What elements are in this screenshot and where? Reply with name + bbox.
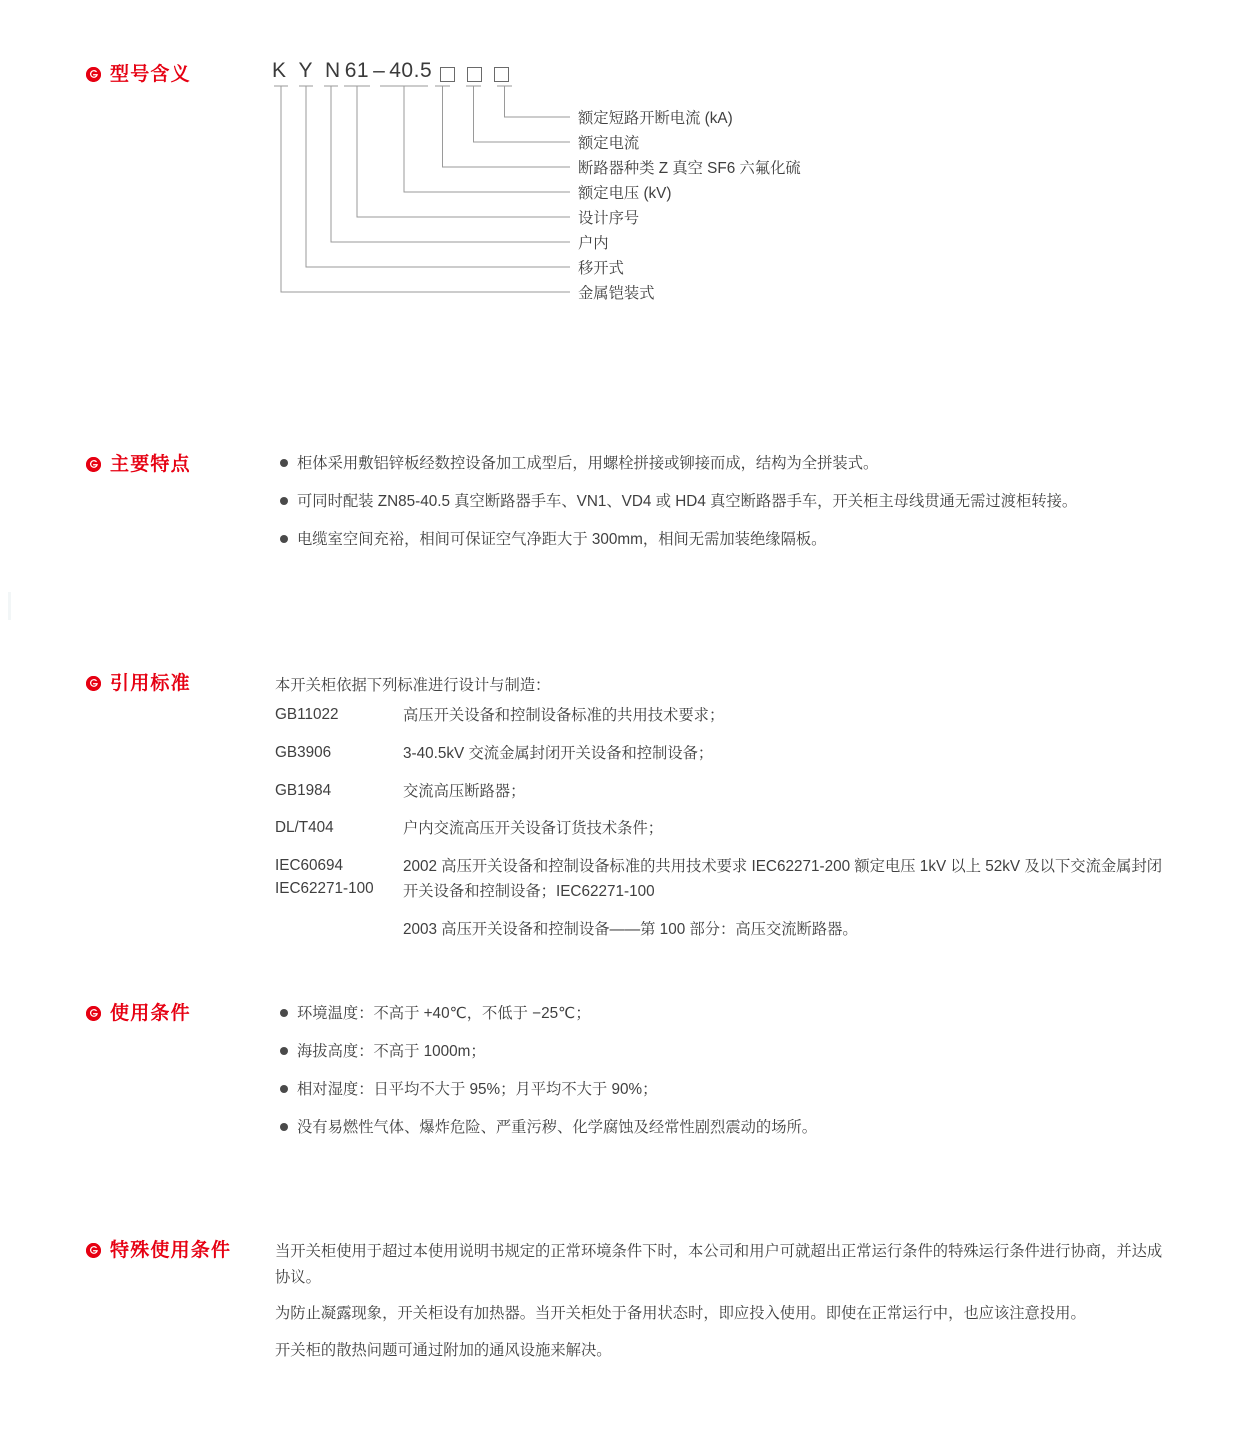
special-paragraph-0: 当开关柜使用于超过本使用说明书规定的正常环境条件下时，本公司和用户可就超出正常运行条件的特殊运行条件进行协商，并达成协议。 bbox=[275, 1243, 1163, 1286]
bullet-marker-icon bbox=[86, 1243, 101, 1258]
bullet-dot-icon bbox=[280, 1123, 288, 1131]
standard-desc-5: 2003 高压开关设备和控制设备——第 100 部分：高压交流断路器。 bbox=[403, 920, 858, 938]
list-item bbox=[280, 1003, 817, 1026]
model-label-7: 金属铠装式 bbox=[578, 285, 655, 302]
bullet-marker-icon bbox=[86, 67, 101, 82]
section-title-conditions: 使用条件 bbox=[110, 1003, 191, 1024]
model-token-n: N bbox=[325, 59, 341, 82]
list-item bbox=[280, 529, 1077, 552]
condition-text-1: 海拔高度：不高于 1000m； bbox=[297, 1042, 486, 1060]
standard-desc-1: 3-40.5kV 交流金属封闭开关设备和控制设备； bbox=[403, 744, 714, 762]
model-label-3: 额定电压 (kV) bbox=[578, 185, 672, 202]
standard-code-2: GB1984 bbox=[275, 781, 332, 799]
condition-text-0: 环境温度：不高于 +40℃，不低于 −25℃； bbox=[297, 1005, 591, 1022]
section-title-features: 主要特点 bbox=[110, 454, 191, 475]
model-token-405: 40.5 bbox=[389, 59, 433, 82]
section-title-model: 型号含义 bbox=[110, 64, 191, 85]
model-designation-diagram bbox=[270, 60, 970, 310]
condition-text-3: 没有易燃性气体、爆炸危险、严重污秽、化学腐蚀及经常性剧烈震动的场所。 bbox=[297, 1118, 818, 1136]
bullet-dot-icon bbox=[280, 459, 288, 467]
model-label-1: 额定电流 bbox=[578, 135, 640, 152]
list-item bbox=[280, 491, 1077, 514]
feature-text-2: 电缆室空间充裕，相间可保证空气净距大于 300mm，相间无需加装绝缘隔板。 bbox=[297, 530, 827, 548]
bullet-dot-icon bbox=[280, 535, 288, 543]
table-row bbox=[275, 918, 1175, 943]
conditions-list bbox=[280, 1003, 817, 1140]
standard-desc-4: 2002 高压开关设备和控制设备标准的共用技术要求 IEC62271-200 额定电压 1kV 以上 52kV 及以下交流金属封闭开关设备和控制设备；IEC62271-100 bbox=[403, 858, 1163, 900]
feature-text-1: 可同时配装 ZN85-40.5 真空断路器手车、VN1、VD4 或 HD4 真空断路器手车，开关柜主母线贯通无需过渡柜转接。 bbox=[297, 492, 1078, 510]
table-row bbox=[275, 780, 1175, 805]
model-label-6: 移开式 bbox=[578, 260, 624, 277]
standard-desc-0: 高压开关设备和控制设备标准的共用技术要求； bbox=[403, 707, 725, 724]
special-paragraph-2: 开关柜的散热问题可通过附加的通风设施来解决。 bbox=[275, 1342, 612, 1360]
table-row bbox=[275, 704, 1175, 729]
section-title-standards: 引用标准 bbox=[110, 673, 191, 694]
bullet-dot-icon bbox=[280, 1047, 288, 1055]
section-heading-standards bbox=[86, 674, 191, 693]
standard-code-4 bbox=[275, 855, 403, 901]
list-item bbox=[280, 1079, 817, 1102]
special-conditions-body bbox=[275, 1239, 1165, 1364]
model-label-0: 额定短路开断电流 (kA) bbox=[578, 110, 733, 127]
standard-code-0: GB11022 bbox=[275, 706, 339, 723]
list-item bbox=[280, 1117, 817, 1140]
standard-desc-3: 户内交流高压开关设备订货技术条件； bbox=[403, 820, 664, 838]
standard-code-4-line1: IEC60694 bbox=[275, 857, 344, 875]
table-row bbox=[275, 742, 1175, 767]
list-item bbox=[280, 453, 1077, 476]
standard-code-3: DL/T404 bbox=[275, 819, 334, 837]
special-paragraph-1: 为防止凝露现象，开关柜设有加热器。当开关柜处于备用状态时，即应投入使用。即使在正常运行中，也应该注意投用。 bbox=[275, 1305, 1086, 1323]
model-token-61: 61 bbox=[344, 59, 370, 82]
model-token-dash: – bbox=[373, 59, 386, 82]
section-heading-special bbox=[86, 1241, 231, 1260]
model-label-4: 设计序号 bbox=[578, 210, 640, 227]
section-title-special: 特殊使用条件 bbox=[110, 1240, 232, 1261]
list-item bbox=[280, 1041, 817, 1064]
model-token-k: K bbox=[272, 59, 287, 82]
model-label-2: 断路器种类 Z 真空 SF6 六氟化硫 bbox=[578, 160, 801, 177]
standards-table bbox=[275, 704, 1175, 955]
standards-intro: 本开关柜依据下列标准进行设计与制造： bbox=[275, 677, 551, 694]
bullet-marker-icon bbox=[86, 1006, 101, 1021]
table-row bbox=[275, 817, 1175, 842]
table-row bbox=[275, 855, 1175, 905]
standard-code-1: GB3906 bbox=[275, 743, 332, 761]
bullet-marker-icon bbox=[86, 676, 101, 691]
standard-code-4-line2: IEC62271-100 bbox=[275, 880, 374, 897]
features-list bbox=[280, 453, 1077, 552]
section-heading-model bbox=[86, 65, 191, 84]
bullet-dot-icon bbox=[280, 497, 288, 505]
condition-text-2: 相对湿度：日平均不大于 95%；月平均不大于 90%； bbox=[297, 1080, 658, 1098]
section-heading-features bbox=[86, 455, 191, 474]
bullet-dot-icon bbox=[280, 1085, 288, 1093]
model-label-5: 户内 bbox=[578, 235, 609, 252]
scan-edge-artifact bbox=[8, 592, 11, 620]
standard-desc-2: 交流高压断路器； bbox=[403, 782, 526, 800]
bullet-marker-icon bbox=[86, 457, 101, 472]
feature-text-0: 柜体采用敷铝锌板经数控设备加工成型后，用螺栓拼接或铆接而成，结构为全拼装式。 bbox=[297, 455, 879, 472]
section-heading-conditions bbox=[86, 1004, 191, 1023]
bullet-dot-icon bbox=[280, 1009, 288, 1017]
model-token-y: Y bbox=[298, 59, 314, 82]
